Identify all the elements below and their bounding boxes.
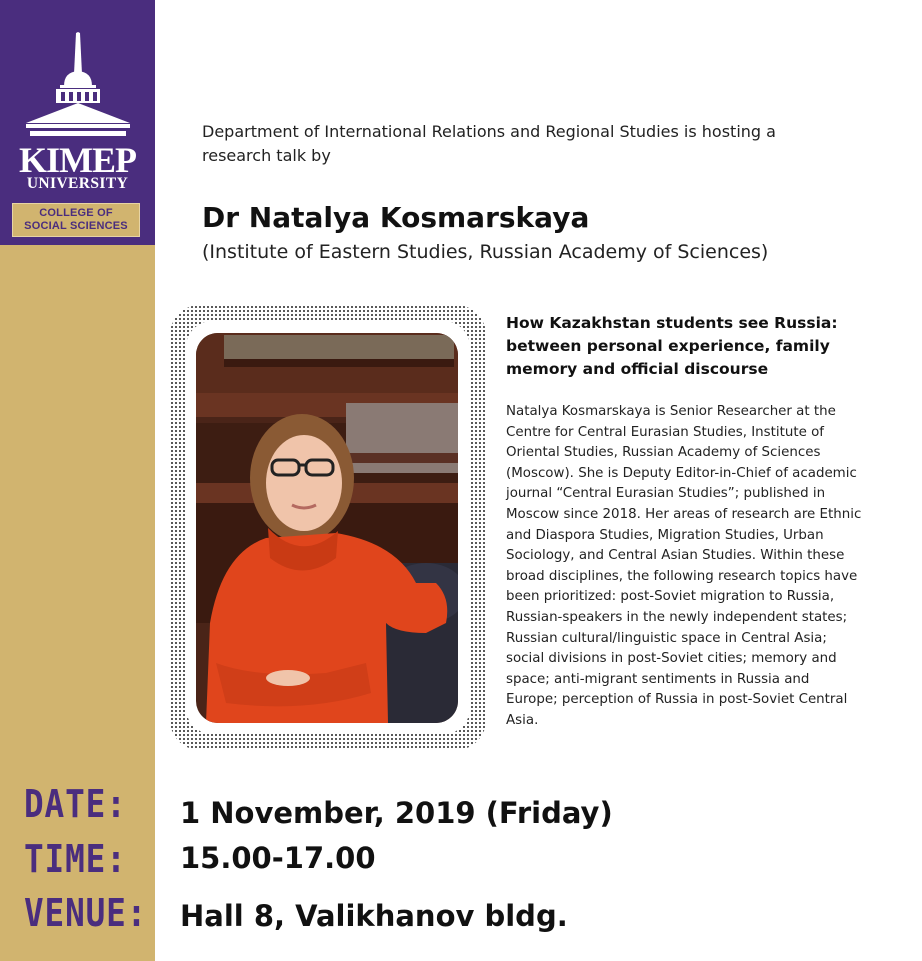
speaker-photo [196, 333, 458, 723]
speaker-affiliation: (Institute of Eastern Studies, Russian Academy of Sciences) [202, 241, 769, 263]
venue-value: Hall 8, Valikhanov bldg. [180, 899, 568, 933]
building-tower-icon [0, 0, 155, 145]
speaker-bio: Natalya Kosmarskaya is Senior Researcher at the Centre for Central Eurasian Studies, Institute of Oriental Studies, Russian Academy of Sciences (Moscow). She is Deputy Editor-in-Chief of academic journal “Central Eurasian Studies”; published in Moscow since 2018. Her areas of research are Ethnic and Diaspora Studies, Migration Studies, Urban Sociology, and Central Asian Studies. Within these broad disciplines, the following research topics have been prioritized: post-Soviet migration to Russia, Russian-speakers in the newly independent states; Russian cultural/linguistic space in Central Asia; social divisions in post-Soviet cities; memory and space; anti-migrant sentiments in Russia and Europe; perception of Russia in post-Soviet Central Asia. [506, 404, 862, 728]
venue-label: VENUE: [24, 891, 148, 935]
time-label: TIME: [24, 837, 127, 881]
time-value: 15.00-17.00 [180, 841, 376, 875]
talk-title: How Kazakhstan students see Russia: between personal experience, family memory and official discourse [506, 314, 838, 378]
intro-text: Department of International Relations and Regional Studies is hosting a research talk by [202, 122, 776, 165]
logo-university: UNIVERSITY [26, 175, 129, 192]
speaker-name: Dr Natalya Kosmarskaya [202, 201, 590, 234]
college-badge [12, 203, 140, 237]
logo-wordmark: KIMEP [19, 140, 136, 180]
date-value: 1 November, 2019 (Friday) [180, 796, 613, 830]
college-badge-line2: SOCIAL SCIENCES [24, 220, 128, 232]
college-badge-line1: COLLEGE OF [39, 207, 113, 219]
date-label: DATE: [24, 782, 127, 826]
